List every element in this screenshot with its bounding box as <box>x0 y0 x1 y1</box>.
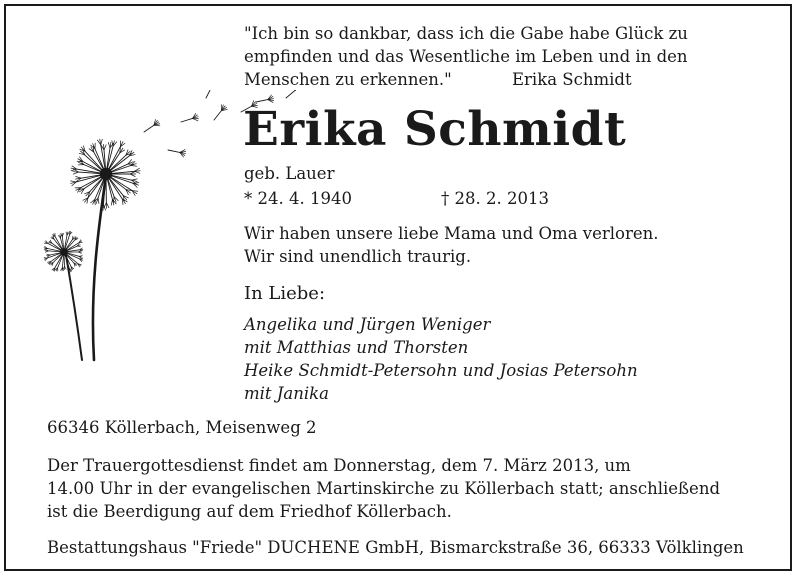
death-date: † 28. 2. 2013 <box>441 189 549 208</box>
quote-line: empfinden und das Wesentliche im Leben und in den <box>244 47 688 66</box>
service-line: 14.00 Uhr in der evangelischen Martinskirche zu Köllerbach statt; anschließend <box>47 479 721 498</box>
birth-date: * 24. 4. 1940 <box>244 189 352 208</box>
mourner-line: mit Janika <box>244 384 329 403</box>
deceased-name: Erika Schmidt <box>243 102 627 157</box>
quote-line: "Ich bin so dankbar, dass ich die Gabe habe Glück zu <box>244 24 688 43</box>
mourner-line: mit Matthias und Thorsten <box>244 338 469 357</box>
family-message <box>244 222 659 268</box>
in-love-label: In Liebe: <box>244 283 326 304</box>
mourners-list <box>244 313 638 405</box>
quote-author: Erika Schmidt <box>512 70 632 89</box>
mourner-line: Heike Schmidt-Petersohn und Josias Petersohn <box>244 361 638 380</box>
undertaker-info: Bestattungshaus "Friede" DUCHENE GmbH, Bismarckstraße 36, 66333 Völklingen <box>47 538 744 557</box>
birth-name: geb. Lauer <box>244 164 335 183</box>
quote-line: Menschen zu erkennen." <box>244 70 452 89</box>
message-line: Wir haben unsere liebe Mama und Oma verloren. <box>244 224 659 243</box>
mourner-line: Angelika und Jürgen Weniger <box>244 315 491 334</box>
address: 66346 Köllerbach, Meisenweg 2 <box>47 418 317 437</box>
funeral-service-info <box>47 454 720 523</box>
service-line: Der Trauergottesdienst findet am Donnerstag, dem 7. März 2013, um <box>47 456 631 475</box>
message-line: Wir sind unendlich traurig. <box>244 247 472 266</box>
service-line: ist die Beerdigung auf dem Friedhof Köllerbach. <box>47 502 452 521</box>
